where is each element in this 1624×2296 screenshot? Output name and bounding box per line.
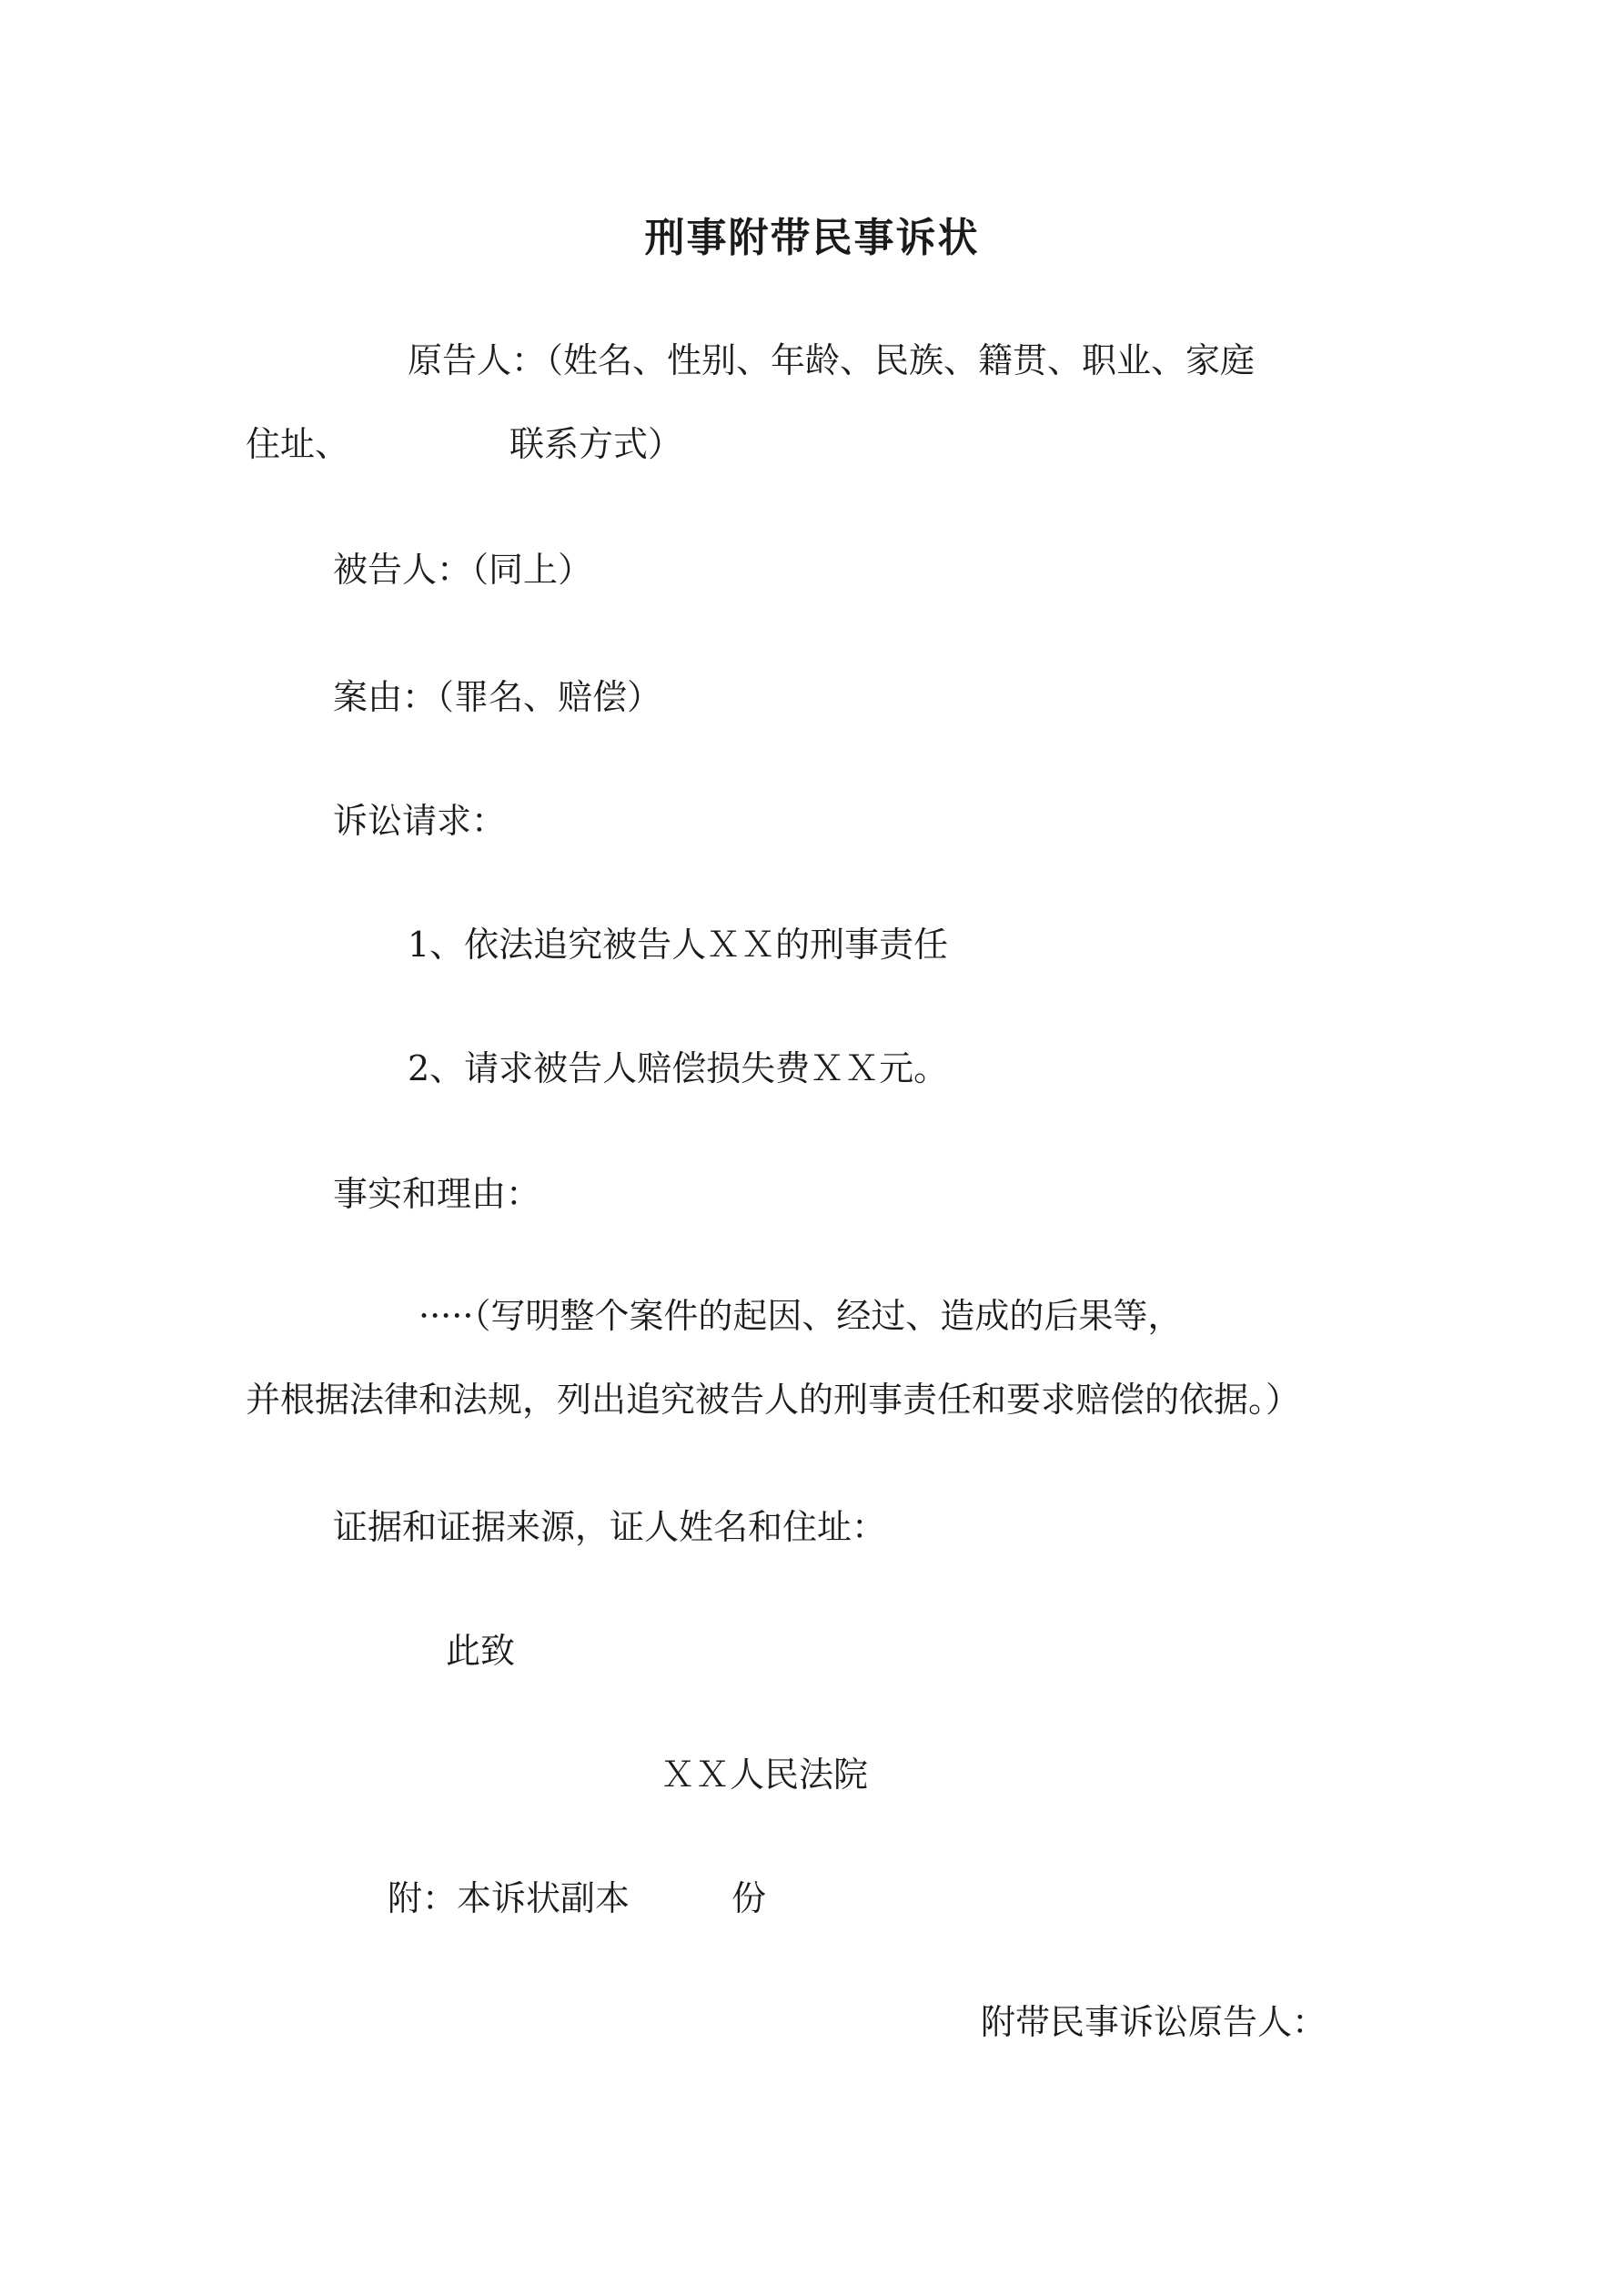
- attachment-label: 附：本诉状副本: [388, 1878, 630, 1918]
- attachment-line: [388, 1875, 766, 1922]
- signature-line: 附带民事诉讼原告人：: [981, 2002, 1327, 2042]
- cause-line: 案由：（罪名、赔偿）: [333, 677, 662, 717]
- plaintiff-line-2: [246, 420, 682, 468]
- plaintiff-contact-label: 联系方式）: [509, 424, 683, 464]
- claims-heading: 诉讼请求：: [333, 801, 507, 841]
- court-name: ＸＸ人民法院: [661, 1755, 869, 1795]
- facts-line-1: ·····（写明整个案件的起因、经过、造成的后果等，: [419, 1296, 1183, 1336]
- facts-line-2: 并根据法律和法规，列出追究被告人的刑事责任和要求赔偿的依据。）: [246, 1380, 1301, 1420]
- defendant-line: 被告人：（同上）: [333, 550, 593, 590]
- evidence-line: 证据和证据来源，证人姓名和住址：: [333, 1507, 887, 1547]
- claim-item-2: 2、请求被告人赔偿损失费ＸＸ元。: [408, 1048, 949, 1088]
- plaintiff-address-label: 住址、: [246, 424, 350, 464]
- attachment-copies-unit: 份: [731, 1878, 767, 1918]
- plaintiff-line-1: 原告人：（姓名、性别、年龄、民族、籍贯、职业、家庭: [408, 340, 1256, 380]
- salutation: 此致: [446, 1631, 516, 1671]
- claim-item-1: 1、依法追究被告人ＸＸ的刑事责任: [408, 925, 949, 965]
- facts-heading: 事实和理由：: [333, 1174, 541, 1214]
- document-title: 刑事附带民事诉状: [644, 215, 980, 261]
